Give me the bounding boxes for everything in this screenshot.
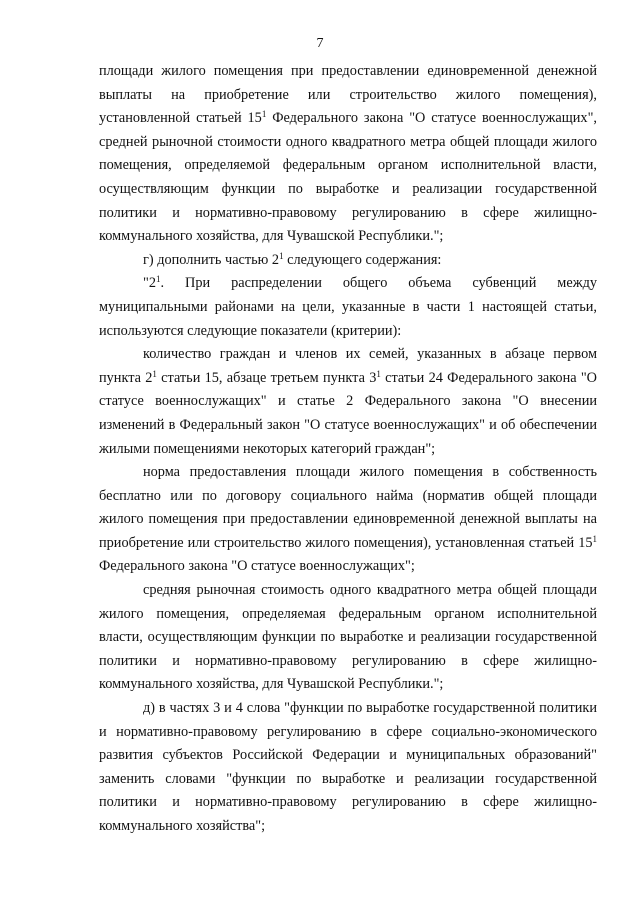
superscript: 1 [152, 368, 157, 379]
paragraph-text: норма предоставления площади жилого помещения в собственность бесплатно или по договору социального найма (норматив общей площади жилого помещения при предоставлении единовременной денежной выплаты на приобретение или строительство жилого помещения), установленная статьей 15 [99, 464, 597, 551]
paragraph-text: следующего содержания: [283, 251, 442, 268]
paragraph-text: "2 [143, 275, 156, 292]
paragraph [99, 461, 597, 579]
paragraph [99, 272, 597, 343]
paragraph [99, 60, 597, 249]
paragraph-text: д) в частях 3 и 4 слова "функции по выработке государственной политики и нормативно-правовому регулированию в сфере социально-экономического развития субъектов Российской Федерации и муниципальных образований" заменить словами "функции по выработке и реализации государственной политики и нормативно-правовому регулированию в сфере жилищно-коммунального хозяйства"; [99, 700, 597, 834]
paragraph [99, 249, 597, 273]
paragraph [99, 579, 597, 697]
superscript: 1 [279, 250, 284, 261]
paragraph-text: средняя рыночная стоимость одного квадратного метра общей площади жилого помещения, определяемая федеральным органом исполнительной власти, осуществляющим функции по выработке и реализации государственной политики и нормативно-правовому регулированию в сфере жилищно-коммунального хозяйства, для Чувашской Республики."; [99, 582, 597, 693]
superscript: 1 [592, 533, 597, 544]
paragraph-text: количество граждан и членов их семей, указанных в абзаце первом пункта 2 [99, 346, 597, 386]
paragraph-text: площади жилого помещения при предоставлении единовременной денежной выплаты на приобретение или строительство жилого помещения), установленной статьей 15 [99, 63, 597, 127]
paragraph [99, 697, 597, 839]
page-number: 7 [316, 36, 324, 51]
paragraph-text: г) дополнить частью 2 [143, 251, 280, 268]
paragraph [99, 343, 597, 461]
paragraph-text: Федерального закона "О статусе военнослужащих"; [99, 558, 415, 575]
paragraph-text: статьи 24 Федерального закона "О статусе военнослужащих" и статье 2 Федерального закона "О внесении изменений в Федеральный закон "О статусе военнослужащих" и об обеспечении жилыми помещениями некоторых категорий граждан"; [99, 369, 598, 457]
superscript: 1 [376, 368, 381, 379]
paragraph-text: статьи 15, абзаце третьем пункта 3 [156, 369, 377, 386]
paragraph-text: Федерального закона "О статусе военнослужащих", средней рыночной стоимости одного квадратного метра общей площади жилого помещения, определяемой федеральным органом исполнительной власти, осуществляющим функции по выработке и реализации государственной политики и нормативно-правовому регулированию в сфере жилищно-коммунального хозяйства, для Чувашской Республики."; [99, 110, 597, 245]
document-body [99, 60, 597, 839]
paragraph-text: . При распределении общего объема субвенций между муниципальными районами на цели, указанные в части 1 настоящей статьи, используются следующие показатели (критерии): [99, 275, 597, 339]
superscript: 1 [261, 109, 267, 120]
superscript: 1 [156, 274, 161, 285]
